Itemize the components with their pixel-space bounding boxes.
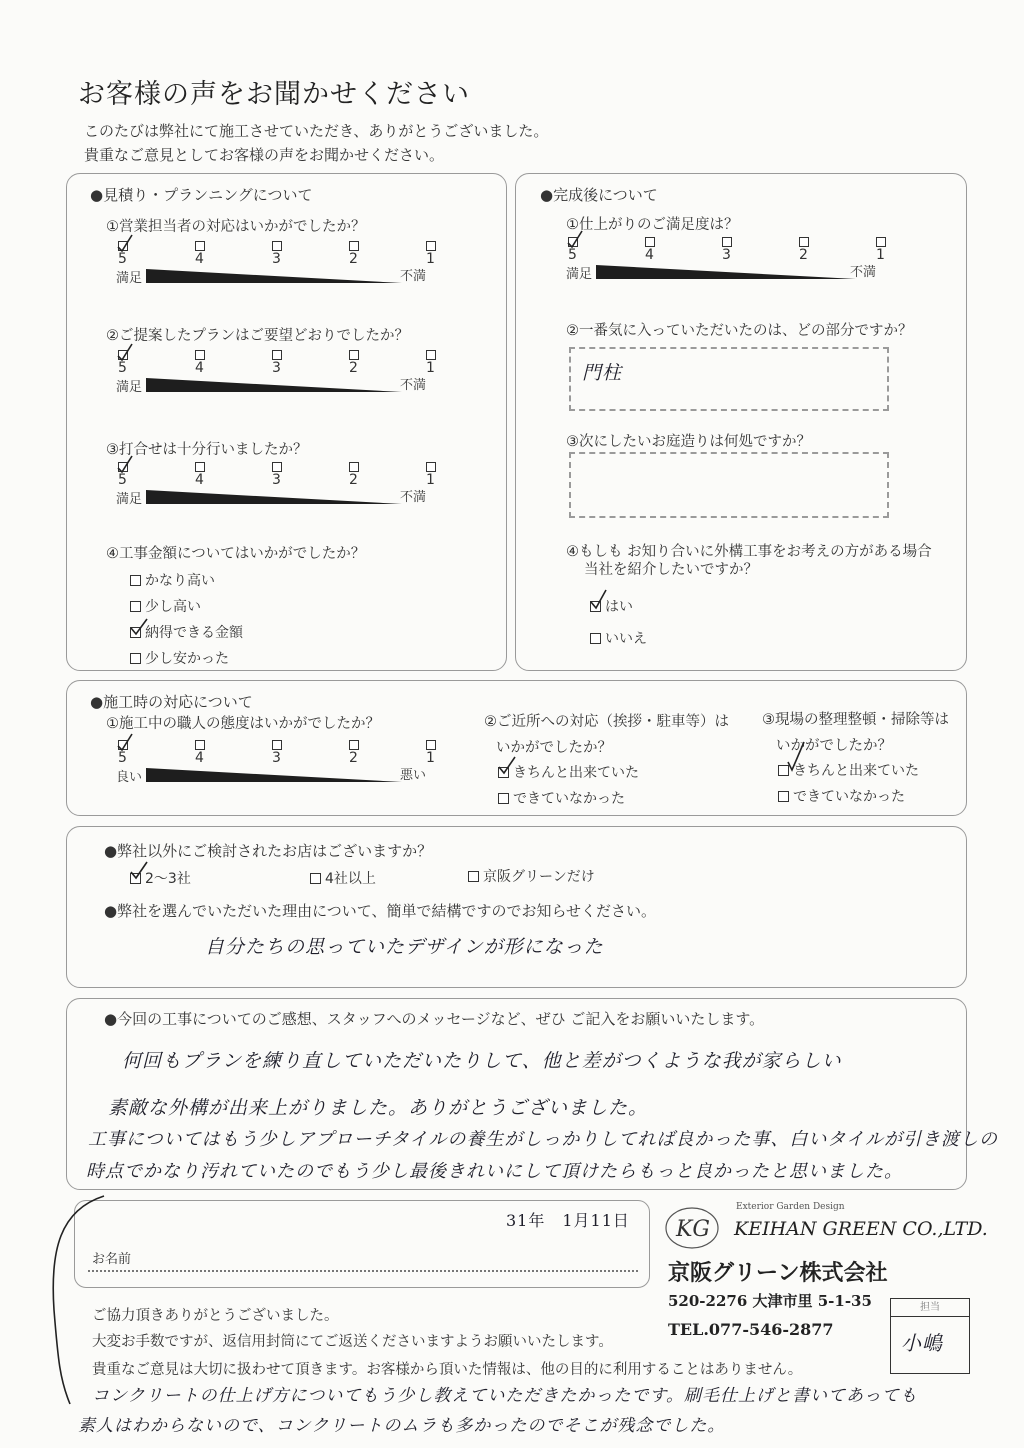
rating-checkbox-3[interactable] xyxy=(272,740,282,750)
completion-q2-label: ②一番気に入っていただいたのは、どの部分ですか？ xyxy=(566,323,913,339)
checkbox-icon[interactable] xyxy=(130,575,141,586)
rating-checkbox-1[interactable] xyxy=(426,350,436,360)
rating-number-1: 1 xyxy=(426,472,435,488)
name-field[interactable] xyxy=(88,1270,638,1272)
logo-wordmark: KEIHAN GREEN CO.,LTD. xyxy=(734,1218,988,1240)
rating-checkbox-3[interactable] xyxy=(272,350,282,360)
scale-high-label: 不満 xyxy=(850,265,877,280)
price-option-2[interactable]: 少し高い xyxy=(130,596,201,616)
rating-checkbox-4[interactable] xyxy=(195,740,205,750)
neighbor-option-1[interactable]: きちんと出来ていた xyxy=(498,762,639,782)
staff-name: 小嶋 xyxy=(901,1331,943,1355)
comment-line-4: 時点でかなり汚れていたのでもう少し最後きれいにして頂けたらもっと良かったと思いました。 xyxy=(86,1161,903,1182)
rating-checkbox-2[interactable] xyxy=(349,462,359,472)
estimate-heading: ●見積り・プランニングについて xyxy=(90,186,313,204)
staff-stamp-box xyxy=(890,1298,970,1374)
rating-number-3: 3 xyxy=(272,251,281,267)
rating-number-2: 2 xyxy=(349,750,358,766)
staff-label: 担当 xyxy=(891,1299,969,1317)
rating-number-3: 3 xyxy=(272,360,281,376)
checkmark-icon xyxy=(116,233,138,255)
rating-number-4: 4 xyxy=(195,750,204,766)
scale-high-label: 不満 xyxy=(400,269,427,284)
scale-low-label: 満足 xyxy=(116,271,143,286)
favorite-part-answer: 門柱 xyxy=(582,362,623,384)
checkmark-icon xyxy=(116,732,138,754)
scale-wedge xyxy=(146,267,402,285)
scale-wedge xyxy=(146,376,402,394)
scale-high-label: 不満 xyxy=(400,490,427,505)
completion-q3-label: ③次にしたいお庭造りは何処ですか？ xyxy=(566,434,811,450)
intro-line-2: 貴重なご意見としてお客様の声をお聞かせください。 xyxy=(84,146,445,164)
tidy-option-2[interactable]: できていなかった xyxy=(778,786,905,806)
checkmark-icon xyxy=(116,454,138,476)
checkbox-icon[interactable] xyxy=(310,873,321,884)
rating-number-2: 2 xyxy=(349,472,358,488)
scale-high-label: 悪い xyxy=(400,768,427,783)
rating-checkbox-4[interactable] xyxy=(195,241,205,251)
rating-checkbox-2[interactable] xyxy=(799,237,809,247)
completion-heading: ●完成後について xyxy=(540,186,658,204)
rating-checkbox-4[interactable] xyxy=(195,462,205,472)
footer-line-3: 貴重なご意見は大切に扱わせて頂きます。お客様から頂いた情報は、他の目的に利用することはありません。 xyxy=(92,1362,803,1378)
rating-checkbox-4[interactable] xyxy=(195,350,205,360)
other-stores-question: ●弊社以外にご検討されたお店はございますか？ xyxy=(104,842,433,860)
reason-answer: 自分たちの思っていたデザインが形になった xyxy=(205,936,604,958)
scale-low-label: 満足 xyxy=(116,380,143,395)
rating-number-4: 4 xyxy=(195,472,204,488)
tidy-option-1[interactable]: きちんと出来ていた xyxy=(778,760,919,780)
reason-question: ●弊社を選んでいただいた理由について、簡単で結構ですのでお知らせください。 xyxy=(104,902,657,920)
rating-checkbox-3[interactable] xyxy=(272,462,282,472)
rating-number-4: 4 xyxy=(195,360,204,376)
estimate-q3-label: ③打合せは十分行いましたか？ xyxy=(106,442,308,458)
refer-option-yes[interactable]: はい xyxy=(590,596,633,616)
scale-wedge xyxy=(146,766,402,784)
rating-number-5: 5 xyxy=(118,472,127,488)
estimate-q2-label: ②ご提案したプランはご要望どおりでしたか？ xyxy=(106,328,409,344)
construction-q3-line2: いかがでしたか？ xyxy=(776,738,892,754)
page-title: お客様の声をお聞かせください xyxy=(78,79,470,110)
scale-wedge xyxy=(596,263,856,281)
scale-wedge xyxy=(146,488,402,506)
rating-number-1: 1 xyxy=(426,251,435,267)
company-tel: TEL.077-546-2877 xyxy=(668,1320,834,1339)
estimate-q1-label: ①営業担当者の対応はいかがでしたか？ xyxy=(106,219,366,235)
rating-checkbox-1[interactable] xyxy=(426,462,436,472)
other-store-option-2[interactable]: 4社以上 xyxy=(310,868,376,888)
rating-number-2: 2 xyxy=(349,360,358,376)
scale-low-label: 良い xyxy=(116,770,143,785)
completion-q1-label: ①仕上がりのご満足度は？ xyxy=(566,217,739,233)
checkmark-icon xyxy=(588,588,610,612)
rating-checkbox-2[interactable] xyxy=(349,241,359,251)
rating-number-5: 5 xyxy=(568,247,577,263)
comment-line-3: 工事についてはもう少しアプローチタイルの養生がしっかりしてれば良かった事、白いタイルが引き渡しの xyxy=(88,1129,999,1150)
completion-q4-line2: 当社を紹介したいですか？ xyxy=(584,562,758,578)
checkbox-icon[interactable] xyxy=(130,653,141,664)
name-label: お名前 xyxy=(92,1252,132,1267)
checkbox-icon[interactable] xyxy=(468,871,479,882)
rating-number-5: 5 xyxy=(118,360,127,376)
other-store-option-3[interactable]: 京阪グリーンだけ xyxy=(468,866,595,886)
price-option-3[interactable]: 納得できる金額 xyxy=(130,622,243,642)
checkbox-icon[interactable] xyxy=(498,793,509,804)
checkmark-icon xyxy=(786,740,808,774)
rating-number-5: 5 xyxy=(118,251,127,267)
company-name: 京阪グリーン株式会社 xyxy=(668,1260,888,1286)
rating-number-5: 5 xyxy=(118,750,127,766)
price-option-1[interactable]: かなり高い xyxy=(130,570,215,590)
rating-checkbox-2[interactable] xyxy=(349,350,359,360)
comment-line-2: 素敵な外構が出来上がりました。ありがとうございました。 xyxy=(108,1097,649,1119)
rating-number-4: 4 xyxy=(645,247,654,263)
construction-heading: ●施工時の対応について xyxy=(90,693,253,711)
next-garden-answer-box[interactable] xyxy=(569,452,889,518)
checkmark-icon xyxy=(496,755,518,777)
rating-number-3: 3 xyxy=(272,472,281,488)
rating-checkbox-1[interactable] xyxy=(426,740,436,750)
construction-q3-line1: ③現場の整理整頓・掃除等は xyxy=(762,712,949,728)
company-address: 520-2276 大津市里 5-1-35 xyxy=(668,1292,872,1310)
checkmark-icon xyxy=(128,616,150,638)
rating-number-2: 2 xyxy=(799,247,808,263)
checkmark-icon xyxy=(566,229,588,251)
rating-checkbox-1[interactable] xyxy=(876,237,886,247)
rating-number-4: 4 xyxy=(195,251,204,267)
svg-text:KG: KG xyxy=(676,1217,711,1242)
checkbox-icon[interactable] xyxy=(590,633,601,644)
price-option-4[interactable]: 少し安かった xyxy=(130,648,229,668)
scale-low-label: 満足 xyxy=(116,492,143,507)
rating-checkbox-3[interactable] xyxy=(722,237,732,247)
footer-handwritten-1: コンクリートの仕上げ方についてもう少し教えていただきたかったです。刷毛仕上げと書いてあっても xyxy=(92,1386,918,1406)
footer-handwritten-2: 素人はわからないので、コンクリートのムラも多かったのでそこが残念でした。 xyxy=(78,1416,726,1436)
checkbox-icon[interactable] xyxy=(130,601,141,612)
completion-q4-line1: ④もしも お知り合いに外構工事をお考えの方がある場合 xyxy=(566,544,932,560)
construction-q2-line2: いかがでしたか？ xyxy=(496,740,612,756)
rating-number-1: 1 xyxy=(426,750,435,766)
refer-option-no[interactable]: いいえ xyxy=(590,628,647,648)
rating-checkbox-3[interactable] xyxy=(272,241,282,251)
rating-number-2: 2 xyxy=(349,251,358,267)
checkmark-icon xyxy=(116,342,138,364)
scale-high-label: 不満 xyxy=(400,378,427,393)
neighbor-option-2[interactable]: できていなかった xyxy=(498,788,625,808)
date-field[interactable]: 31年 1月11日 xyxy=(506,1211,630,1230)
rating-number-3: 3 xyxy=(272,750,281,766)
intro-line-1: このたびは弊社にて施工させていただき、ありがとうございました。 xyxy=(84,122,549,140)
construction-q1-label: ①施工中の職人の態度はいかがでしたか？ xyxy=(106,716,380,732)
comment-line-1: 何回もプランを練り直していただいたりして、他と差がつくような我が家らしい xyxy=(122,1050,842,1072)
footer-line-2: 大変お手数ですが、返信用封筒にてご返送くださいますようお願いいたします。 xyxy=(92,1334,613,1350)
checkbox-icon[interactable] xyxy=(778,791,789,802)
checkmark-icon xyxy=(128,860,150,882)
other-store-option-1[interactable]: 2～3社 xyxy=(130,868,191,888)
scale-low-label: 満足 xyxy=(566,267,593,282)
footer-line-1: ご協力頂きありがとうございました。 xyxy=(92,1308,339,1324)
rating-number-1: 1 xyxy=(876,247,885,263)
rating-number-3: 3 xyxy=(722,247,731,263)
estimate-q4-label: ④工事金額についてはいかがでしたか？ xyxy=(106,546,366,562)
rating-checkbox-4[interactable] xyxy=(645,237,655,247)
rating-checkbox-2[interactable] xyxy=(349,740,359,750)
logo-subtext: Exterior Garden Design xyxy=(736,1202,845,1212)
rating-checkbox-1[interactable] xyxy=(426,241,436,251)
comments-question: ●今回の工事についてのご感想、スタッフへのメッセージなど、ぜひ ご記入をお願いいたします。 xyxy=(104,1010,765,1028)
construction-q2-line1: ②ご近所への対応（挨拶・駐車等）は xyxy=(484,714,729,730)
rating-number-1: 1 xyxy=(426,360,435,376)
